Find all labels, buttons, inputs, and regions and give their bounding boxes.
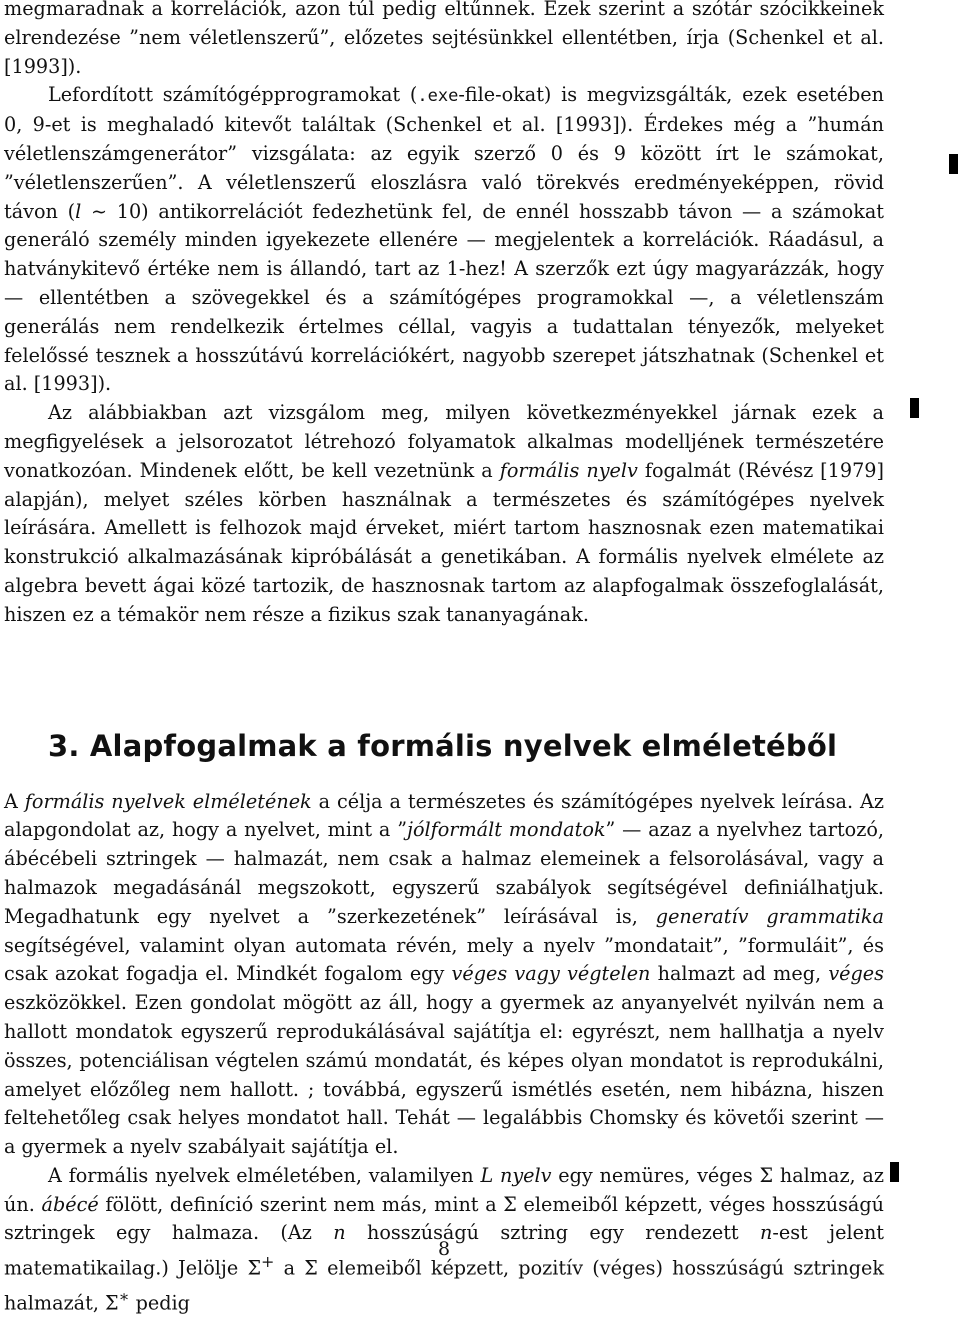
paragraph-continuation	[4, 0, 884, 81]
page-body	[4, 0, 884, 1319]
chapter-title: Alapfogalmak a formális nyelvek elméletéből	[89, 728, 838, 763]
emphasis-term: jólformált mondatok	[407, 818, 606, 842]
emphasis-term: generatív grammatika	[655, 904, 884, 928]
change-bar-marker	[949, 154, 958, 174]
emphasis-term: véges	[828, 962, 884, 986]
paragraph-text: a célja a természetes és számítógépes nyelvek leírása. Az alapgondolat az, hogy a nyelvet, mint a ”	[4, 789, 884, 842]
emphasis-term: ábécé	[41, 1192, 99, 1216]
emphasis-term: formális nyelvek elméletének	[24, 789, 312, 813]
paragraph-text: eszközökkel. Ezen gondolat mögött az áll, hogy a gyermek az anyanyelvét nyilván nem a hallott mondatok egyszerű reprodukálásával sajátítja el: egyrészt, nem hallhatja a nyelv összes, potenciálisan végtelen számú mondatát, és képes olyan mondatot is reprodukálni, amelyet előzőleg nem hallott. ; továbbá, egyszerű ismétlés esetén, nem hibázna, hiszen feltehetőleg csak helyes mondatot hall. Tehát — legalábbis Chomsky és követői szerint — a gyermek a nyelv szabályait sajátítja el.	[4, 991, 884, 1159]
math-variable-n: n	[333, 1221, 346, 1245]
paragraph-text: hosszúságú sztring egy rendezett	[345, 1221, 761, 1245]
paragraph-text: pedig	[129, 1291, 190, 1315]
paragraph-text: Az alábbiakban azt vizsgálom meg, milyen következményekkel járnak ezek a megfigyelések a jelsorozatot létrehozó folyamatok alkalmas modelljének természetére vonatkozóan. Mindenek előtt, be kell vezetnünk a	[4, 401, 884, 482]
emphasis-term: nyelv	[493, 1163, 552, 1187]
code-exe: .exe	[417, 86, 459, 107]
paragraph-text: -file-okat) is megvizsgálták, ezek esetében 0, 9-et is meghaladó kitevőt találtak (Schenkel et al. [1993]). Érdekes még a ”humán véletlenszámgenerátor” vizsgálata: az egyik szerző 0 és 9 között írt le számokat, ”véletlenszerűen”. A véletlenszerű eloszlásra való törekvés eredményeképpen, rövid távon (	[4, 83, 884, 223]
change-bar-marker	[890, 1162, 899, 1182]
superscript-plus: +	[261, 1252, 275, 1272]
paragraph-text: fogalmát (Révész [1979] alapján), melyet széles körben használnak a természetes és számítógépes nyelvek leírására. Amellett is felhozok majd érveket, miért tartom hasznosnak ezen matematikai konstrukció alkalmazásának kipróbálását a genetikában. A formális nyelvek elmélete az algebra bevett ágai közé tartozik, de hasznosnak tartom az alapfogalmak összefoglalását, hiszen ez a témakör nem része a fizikus szak tananyagának.	[4, 458, 884, 626]
paragraph-formal-language-intro	[4, 399, 884, 629]
math-variable-L: L	[480, 1163, 494, 1187]
paragraph-text: A formális nyelvek elméletében, valamilyen	[48, 1163, 481, 1187]
emphasis-formal-language: formális nyelv	[499, 458, 638, 482]
paragraph-text: megmaradnak a korrelációk, azon túl pedig eltűnnek. Ezek szerint a szótár szócikkeinek elrendezése ”nem véletlenszerű”, előzetes sejtésünkkel ellentétben, írja (Schenkel et al. [1993]).	[4, 0, 884, 78]
paragraph-text: a Σ elemeiből képzett, pozitív (véges) hosszúságú sztringek halmazát, Σ	[4, 1256, 884, 1315]
change-bar-marker	[910, 398, 919, 418]
math-variable-l: l	[75, 199, 82, 223]
paragraph-text: fölött, definíció szerint nem más, mint a Σ elemeiből képzett, véges hosszúságú sztringek egy halmaza. (Az	[4, 1192, 884, 1245]
math-variable-n: n	[760, 1221, 773, 1245]
chapter-heading	[48, 728, 884, 764]
paragraph-formal-language-theory	[4, 788, 884, 1162]
paragraph-text: ” — azaz a nyelvhez tartozó, ábécébeli sztringek — halmazát, nem csak a halmaz elemeinek a felsorolásával, vagy a halmazok megadásánál megszokott, egyszerű szabályok segítségével definiálhatjuk. Megadhatunk egy nyelvet a ”szerkezetének” leírásával is,	[4, 818, 884, 928]
paragraph-text: ∼ 10) antikorrelációt fedezhetünk fel, de ennél hosszabb távon — a számokat generáló személy minden igyekezete ellenére — megjelentek a korrelációk. Ráadásul, a hatványkitevő értéke nem is állandó, tart az 1-hez! A szerzők ezt úgy magyarázzák, hogy — ellentétben a szövegekkel és a számítógépes programokkal —, a véletlenszám generálás nem rendelkezik értelmes céllal, vagyis a tudattalan tényezők, melyeket felelőssé tesznek a hosszútávú korrelációkért, nagyobb szerepet játszhatnak (Schenkel et al. [1993]).	[4, 199, 885, 396]
paragraph-text: Lefordított számítógépprogramokat (	[48, 83, 418, 107]
emphasis-term: véges vagy végtelen	[451, 962, 651, 986]
paragraph-text: halmazt ad meg,	[650, 962, 829, 986]
paragraph-text: A	[4, 789, 25, 813]
paragraph-human-rng	[4, 81, 884, 399]
paragraph-text: segítségével, valamint olyan automata révén, mely a nyelv ”mondatait”, ”formuláit”, és csak azokat fogadja el. Mindkét fogalom egy	[4, 933, 884, 986]
superscript-star: ∗	[118, 1287, 130, 1307]
paragraph-text: -est jelent matematikailag.) Jelölje Σ	[4, 1221, 885, 1280]
page-number: 8	[437, 1238, 451, 1260]
paragraph-text: egy nemüres, véges Σ halmaz, az ún.	[4, 1163, 884, 1216]
chapter-number: 3.	[48, 728, 80, 763]
